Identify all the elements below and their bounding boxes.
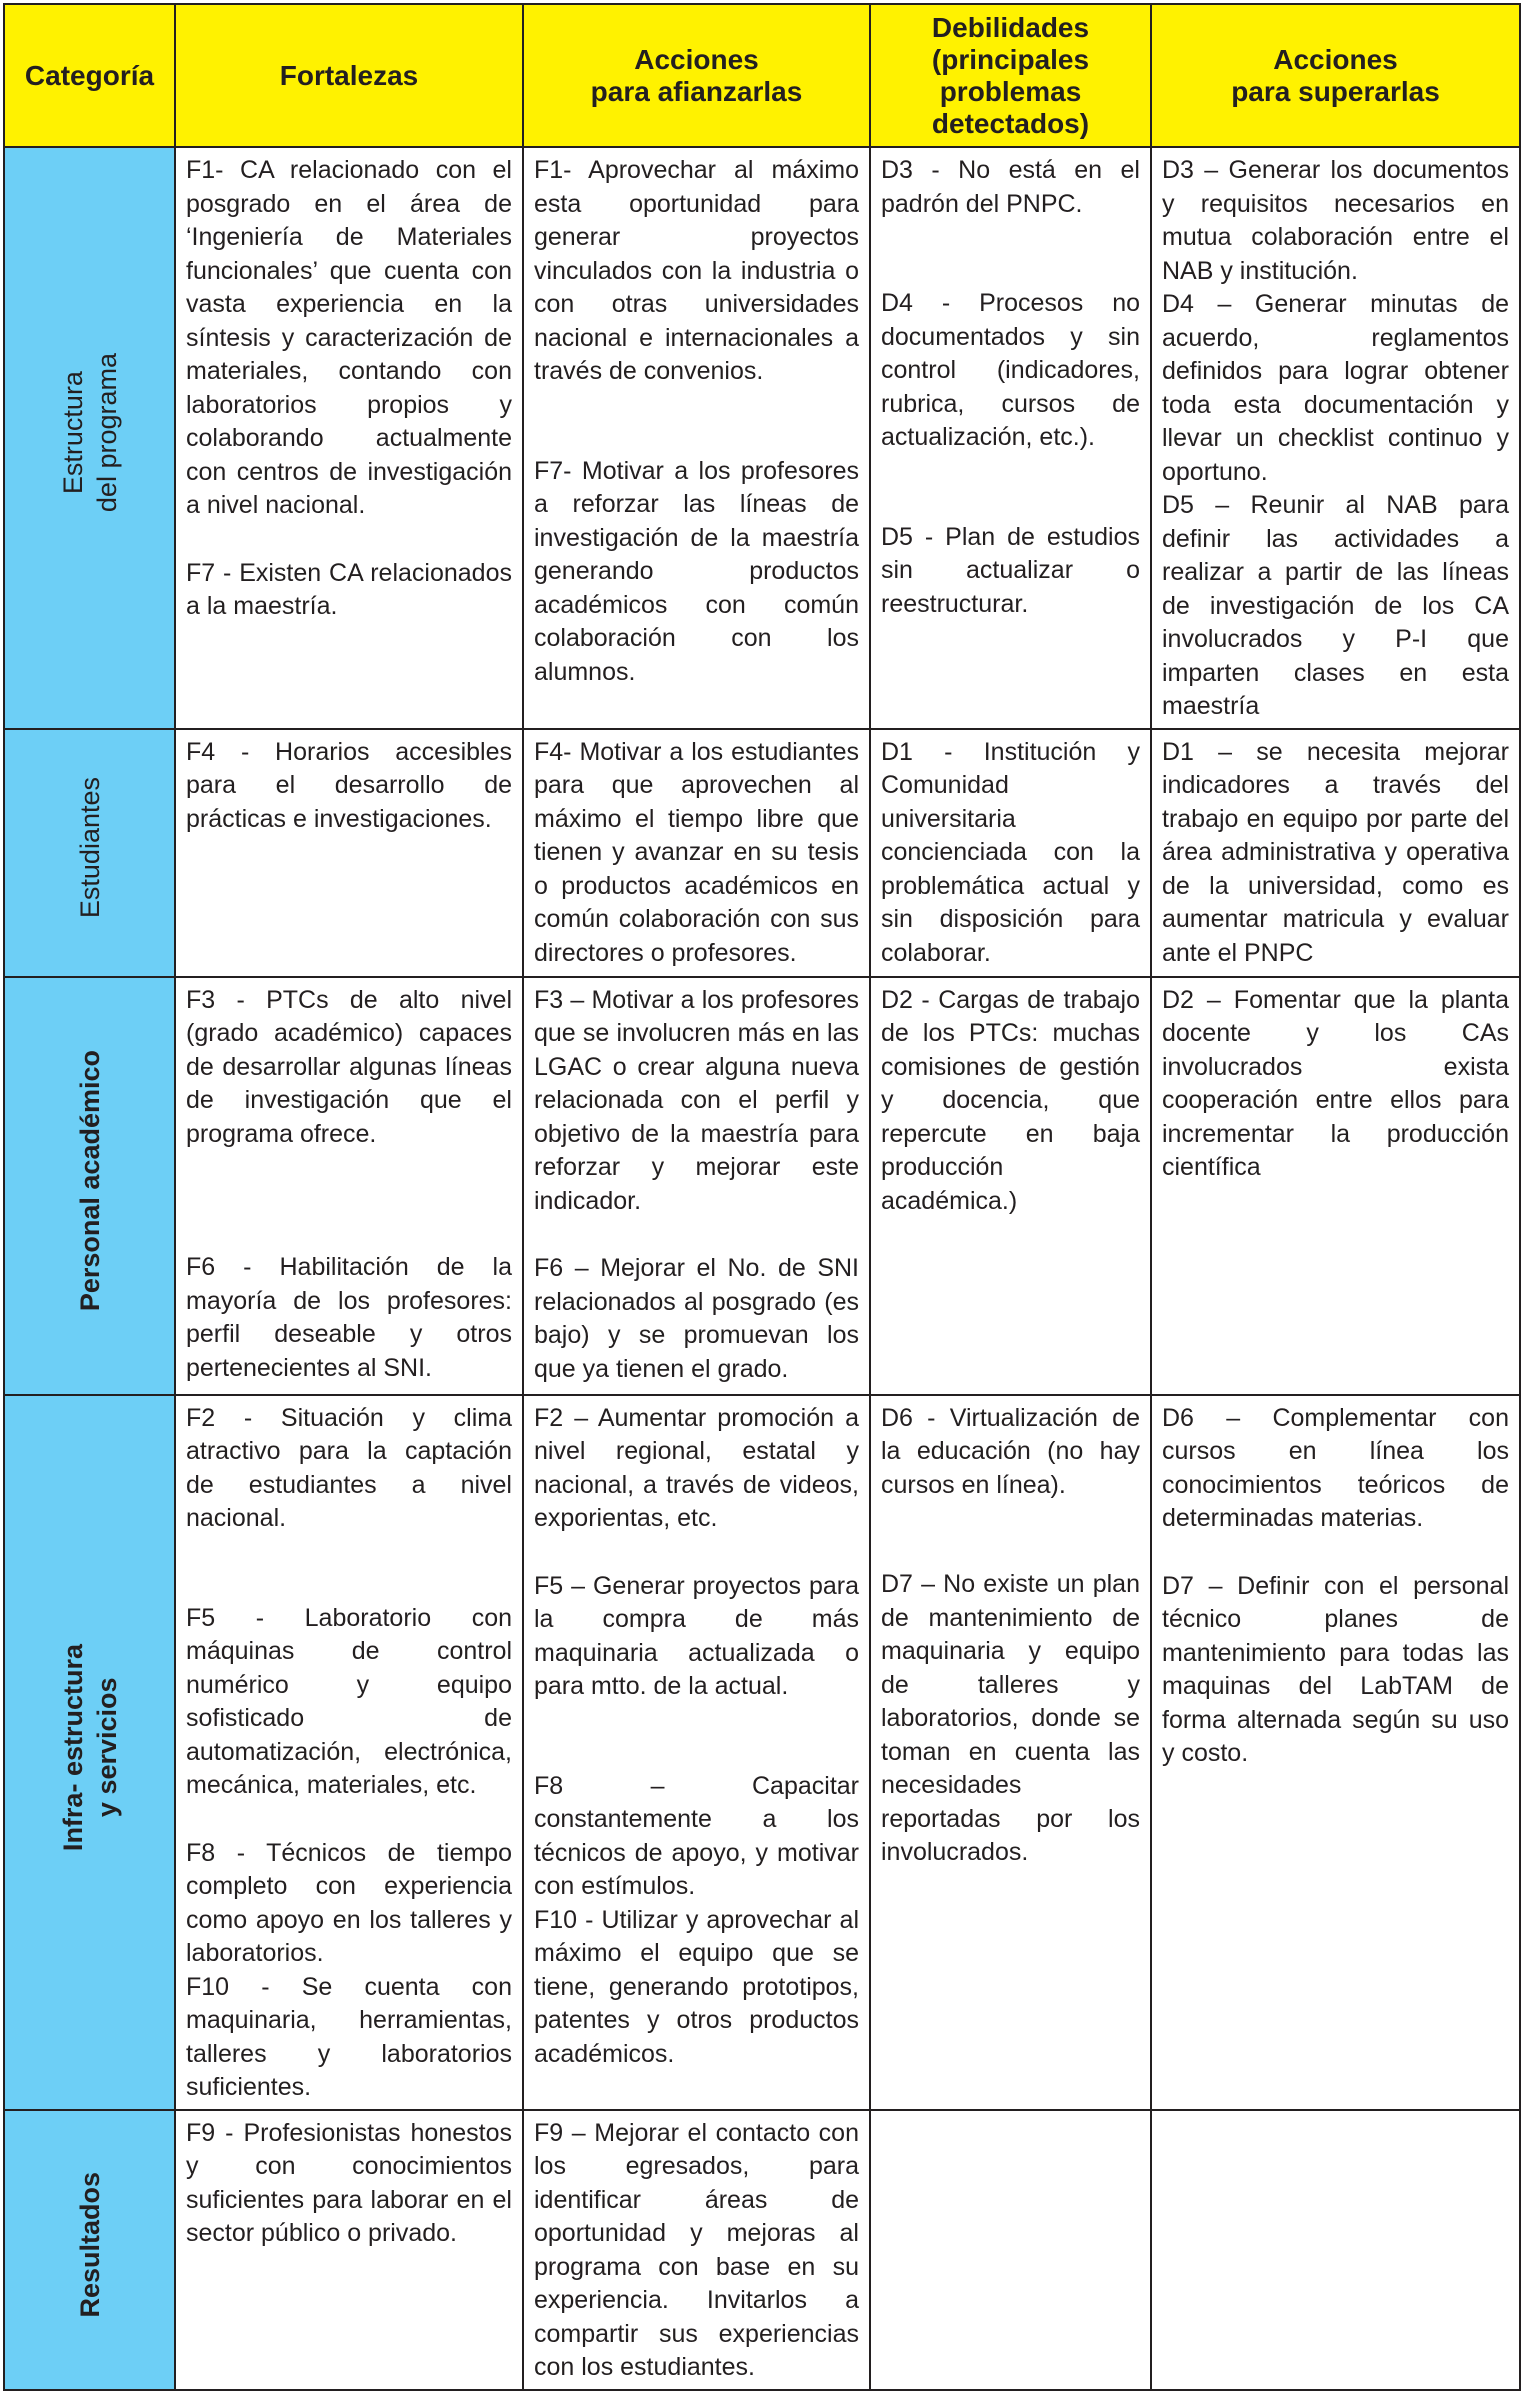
fortaleza-item: F6 - Habilitación de la mayoría de los profesores: perfil deseable y otros pertenecientes al SNI. [186, 1253, 512, 1382]
accion-afianzar-item: F9 – Mejorar el contacto con los egresados, para identificar áreas de oportunidad y mejoras al programa con base en su experiencia. Invitarlos a compartir sus experiencias con los estudiantes. [534, 2118, 859, 2381]
debilidades-cell [870, 977, 1151, 1395]
row-personal-academico [4, 977, 1520, 1395]
row-estudiantes [4, 729, 1520, 977]
fortaleza-item: F5 - Laboratorio con máquinas de control numérico y equipo sofisticado de automatización, electrónica, mecánica, materiales, etc. [186, 1603, 512, 1799]
fortaleza-item: F10 - Se cuenta con maquinaria, herramientas, talleres y laboratorios suficientes. [186, 1972, 512, 2101]
acciones-afianzar-cell [523, 977, 870, 1395]
acciones-superar-cell [1151, 2110, 1520, 2390]
acciones-afianzar-cell [523, 1395, 870, 2110]
fortalezas-cell [175, 977, 523, 1395]
fortaleza-item: F2 - Situación y clima atractivo para la captación de estudiantes a nivel nacional. [186, 1403, 512, 1532]
debilidades-cell [870, 1395, 1151, 2110]
fortaleza-item: F9 - Profesionistas honestos y con conocimientos suficientes para laborar en el sector público o privado. [186, 2118, 512, 2247]
debilidades-cell [870, 729, 1151, 977]
debilidad-item: D1 - Institución y Comunidad universitaria concienciada con la problemática actual y sin disposición para colaborar. [881, 737, 1140, 967]
debilidad-item: D4 - Procesos no documentados y sin control (indicadores, rubrica, cursos de actualización, etc.). [881, 289, 1140, 451]
fortaleza-item: F8 - Técnicos de tiempo completo con experiencia como apoyo en los talleres y laboratorios. [186, 1838, 512, 1967]
accion-superar-item: D5 – Reunir al NAB para definir las actividades a realizar a partir de las líneas de investigación de los CA involucrados y P-I que imparten clases en esta maestría [1162, 491, 1509, 720]
acciones-afianzar-cell [523, 2110, 870, 2390]
fortaleza-item: F4 - Horarios accesibles para el desarrollo de prácticas e investigaciones. [186, 737, 512, 833]
accion-superar-item: D1 – se necesita mejorar indicadores a través del trabajo en equipo por parte del área administrativa y operativa de la universidad, como es aumentar matricula y evaluar ante el PNPC [1162, 737, 1509, 967]
fortalezas-cell [175, 2110, 523, 2390]
header-acciones-afianzar: Acciones para afianzarlas [523, 4, 870, 147]
fortaleza-item: F7 - Existen CA relacionados a la maestría. [186, 558, 512, 620]
category-label: Personal académico [74, 1050, 105, 1312]
fortalezas-cell [175, 1395, 523, 2110]
accion-afianzar-item: F7- Motivar a los profesores a reforzar las líneas de investigación de la maestría generando productos académicos con común colaboración con los alumnos. [534, 456, 859, 686]
category-label: Infra- estructura y servicios [57, 1643, 122, 1851]
accion-afianzar-item: F1- Aprovechar al máximo esta oportunidad para generar proyectos vinculados con la industria o con otras universidades nacional e internacionales a través de convenios. [534, 156, 859, 385]
acciones-afianzar-cell [523, 147, 870, 729]
acciones-superar-cell [1151, 729, 1520, 977]
accion-afianzar-item: F10 - Utilizar y aprovechar al máximo el equipo que se tiene, generando prototipos, patentes y otros productos académicos. [534, 1905, 859, 2068]
category-label: Estudiantes [74, 777, 105, 919]
accion-superar-item: D3 – Generar los documentos y requisitos necesarios en mutua colaboración entre el NAB y institución. [1162, 156, 1509, 285]
accion-afianzar-item: F5 – Generar proyectos para la compra de más maquinaria actualizada o para mtto. de la actual. [534, 1571, 859, 1700]
header-fortalezas: Fortalezas [175, 4, 523, 147]
category-cell [4, 1395, 175, 2110]
debilidad-item: D7 – No existe un plan de mantenimiento de maquinaria y equipo de talleres y laboratorios, donde se toman en cuenta las necesidades reportadas por los involucrados. [881, 1570, 1140, 1866]
fortalezas-cell [175, 147, 523, 729]
accion-superar-item: D6 – Complementar con cursos en línea los conocimientos teóricos de determinadas materias. [1162, 1403, 1509, 1532]
accion-afianzar-item: F3 – Motivar a los profesores que se involucren más en las LGAC o crear alguna nueva relacionada con el perfil y objetivo de la maestría para reforzar y mejorar este indicador. [534, 985, 859, 1215]
fortaleza-item: F3 - PTCs de alto nivel (grado académico) capaces de desarrollar algunas líneas de investigación que el programa ofrece. [186, 985, 512, 1148]
row-resultados [4, 2110, 1520, 2390]
foda-table [3, 3, 1521, 2391]
category-cell [4, 977, 175, 1395]
debilidad-item: D5 - Plan de estudios sin actualizar o reestructurar. [881, 522, 1140, 618]
header-debilidades: Debilidades (principales problemas detectados) [870, 4, 1151, 147]
debilidades-cell [870, 2110, 1151, 2390]
accion-afianzar-item: F6 – Mejorar el No. de SNI relacionados al posgrado (es bajo) y se promuevan los que ya tienen el grado. [534, 1254, 859, 1383]
category-cell [4, 147, 175, 729]
header-acciones-superar: Acciones para superarlas [1151, 4, 1520, 147]
accion-superar-item: D2 – Fomentar que la planta docente y los CAs involucrados exista cooperación entre ellos para incrementar la producción científica [1162, 985, 1509, 1181]
acciones-superar-cell [1151, 147, 1520, 729]
accion-afianzar-item: F4- Motivar a los estudiantes para que aprovechen al máximo el tiempo libre que tienen y avanzar en su tesis o productos académicos en común colaboración con sus directores o profesores. [534, 737, 859, 967]
category-label: Estructura del programa [57, 353, 122, 513]
fortaleza-item: F1- CA relacionado con el posgrado en el área de ‘Ingeniería de Materiales funcionales’ que cuenta con vasta experiencia en la síntesis y caracterización de materiales, contando con laboratorios propios y colaborando actualmente con centros de investigación a nivel nacional. [186, 156, 512, 519]
category-label: Resultados [74, 2171, 105, 2318]
row-estructura [4, 147, 1520, 729]
debilidad-item: D3 - No está en el padrón del PNPC. [881, 156, 1140, 218]
acciones-superar-cell [1151, 977, 1520, 1395]
acciones-afianzar-cell [523, 729, 870, 977]
category-cell [4, 2110, 175, 2390]
debilidad-item: D6 - Virtualización de la educación (no hay cursos en línea). [881, 1403, 1140, 1499]
accion-afianzar-item: F8 – Capacitar constantemente a los técnicos de apoyo, y motivar con estímulos. [534, 1771, 859, 1900]
accion-superar-item: D4 – Generar minutas de acuerdo, reglamentos definidos para lograr obtener toda esta documentación y llevar un checklist continuo y oportuno. [1162, 290, 1509, 486]
row-infraestructura [4, 1395, 1520, 2110]
accion-superar-item: D7 – Definir con el personal técnico planes de mantenimiento para todas las maquinas del LabTAM de forma alternada según su uso y costo. [1162, 1571, 1509, 1767]
debilidad-item: D2 - Cargas de trabajo de los PTCs: muchas comisiones de gestión y docencia, que repercute en baja producción académica.) [881, 985, 1140, 1215]
header-categoria: Categoría [4, 4, 175, 147]
header-row [4, 4, 1520, 147]
acciones-superar-cell [1151, 1395, 1520, 2110]
fortalezas-cell [175, 729, 523, 977]
category-cell [4, 729, 175, 977]
accion-afianzar-item: F2 – Aumentar promoción a nivel regional, estatal y nacional, a través de videos, exporientas, etc. [534, 1403, 859, 1532]
debilidades-cell [870, 147, 1151, 729]
